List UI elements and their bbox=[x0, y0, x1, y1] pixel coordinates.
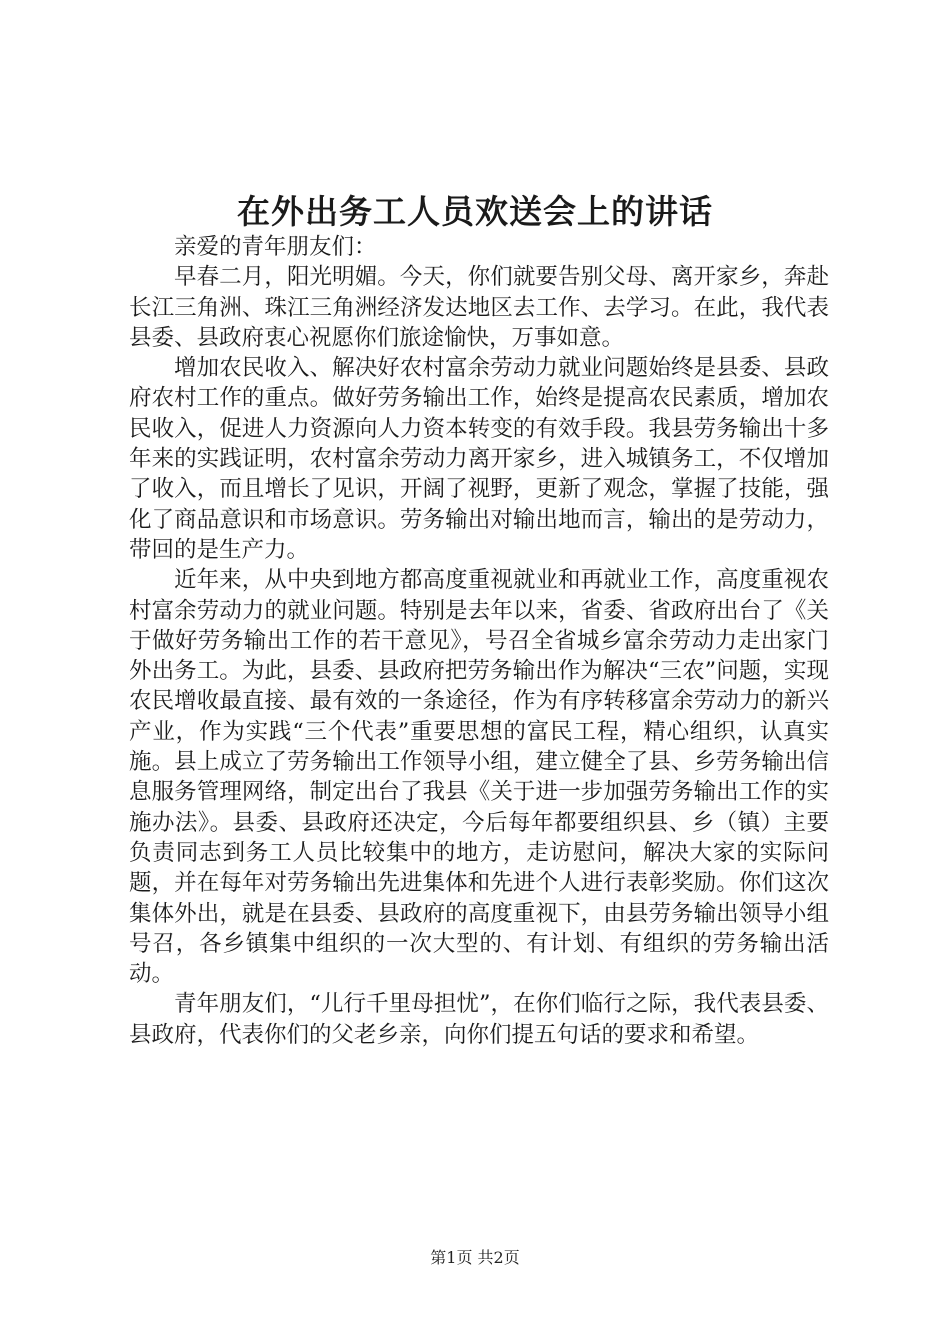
paragraph-3: 近年来，从中央到地方都高度重视就业和再就业工作，高度重视农村富余劳动力的就业问题。特别是去年以来，省委、省政府出台了《关于做好劳务输出工作的若干意见》，号召全省城乡富余劳动力走出家门外出务工。为此，县委、县政府把劳务输出作为解决“三农”问题，实现农民增收最直接、最有效的一条途径，作为有序转移富余劳动力的新兴产业，作为实践“三个代表”重要思想的富民工程，精心组织，认真实施。县上成立了劳务输出工作领导小组，建立健全了县、乡劳务输出信息服务管理网络，制定出台了我县《关于进一步加强劳务输出工作的实施办法》。县委、县政府还决定，今后每年都要组织县、乡（镇）主要负责同志到务工人员比较集中的地方，走访慰问，解决大家的实际问题，并在每年对劳务输出先进集体和先进个人进行表彰奖励。你们这次集体外出，就是在县委、县政府的高度重视下，由县劳务输出领导小组号召，各乡镇集中组织的一次大型的、有计划、有组织的劳务输出活动。 bbox=[129, 567, 829, 988]
document-body bbox=[129, 232, 829, 1050]
paragraph-2: 增加农民收入、解决好农村富余劳动力就业问题始终是县委、县政府农村工作的重点。做好劳务输出工作，始终是提高农民素质，增加农民收入，促进人力资源向人力资本转变的有效手段。我县劳务输出十多年来的实践证明，农村富余劳动力离开家乡，进入城镇务工，不仅增加了收入，而且增长了见识，开阔了视野，更新了观念，掌握了技能，强化了商品意识和市场意识。劳务输出对输出地而言，输出的是劳动力，带回的是生产力。 bbox=[129, 355, 829, 563]
paragraph-1: 早春二月，阳光明媚。今天，你们就要告别父母、离开家乡，奔赴长江三角洲、珠江三角洲经济发达地区去工作、去学习。在此，我代表县委、县政府衷心祝愿你们旅途愉快，万事如意。 bbox=[129, 264, 829, 351]
document-title: 在外出务工人员欢送会上的讲话 bbox=[237, 192, 713, 231]
paragraph-4: 青年朋友们，“儿行千里母担忧”，在你们临行之际，我代表县委、县政府，代表你们的父老乡亲，向你们提五句话的要求和希望。 bbox=[129, 991, 829, 1048]
page-number-footer: 第1页 共2页 bbox=[430, 1248, 520, 1267]
salutation: 亲爱的青年朋友们： bbox=[174, 234, 377, 260]
